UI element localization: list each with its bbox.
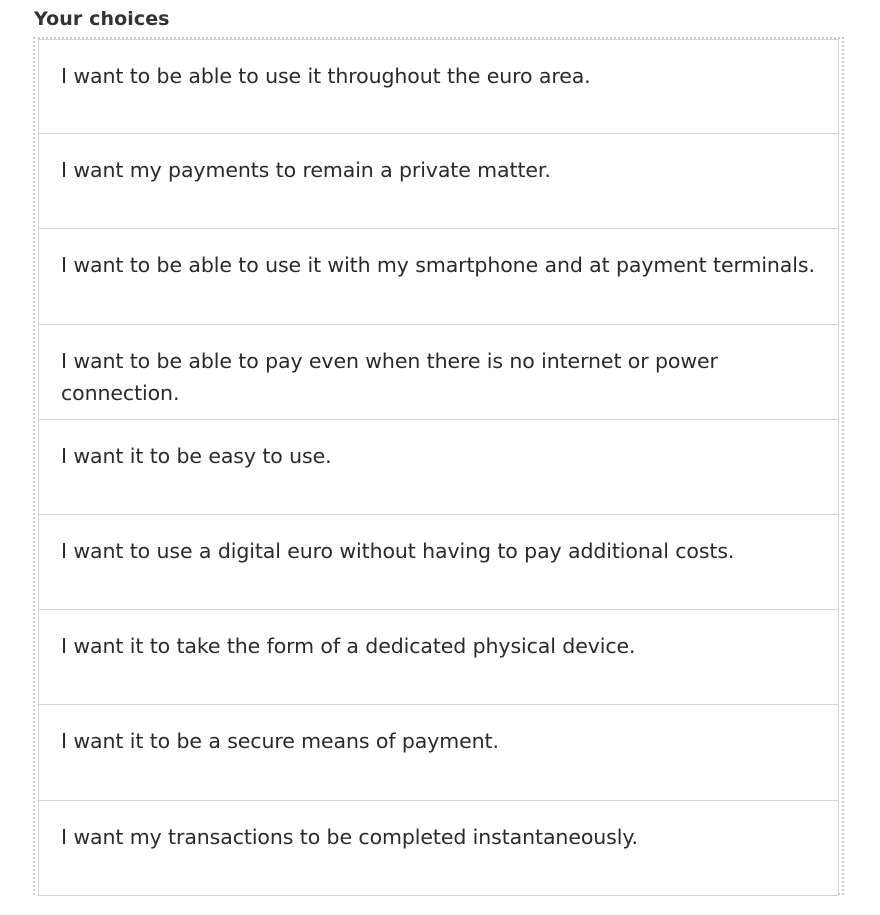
choice-item[interactable]	[38, 801, 839, 896]
choice-text: I want it to be easy to use.	[61, 443, 332, 468]
choice-item[interactable]	[38, 325, 839, 420]
choice-text: I want it to be a secure means of payment.	[61, 729, 499, 754]
choice-item[interactable]	[38, 515, 839, 610]
choice-text: I want to be able to pay even when there is no internet or power connection.	[61, 348, 718, 405]
choice-item[interactable]	[38, 134, 839, 229]
choices-list	[33, 37, 844, 895]
choice-text: I want to be able to use it throughout the euro area.	[61, 64, 591, 88]
choice-text: I want my payments to remain a private matter.	[61, 158, 551, 183]
choice-text: I want it to take the form of a dedicated physical device.	[61, 634, 636, 659]
choice-item[interactable]	[38, 610, 839, 705]
choice-item[interactable]	[38, 39, 839, 134]
choice-item[interactable]	[38, 229, 839, 324]
choice-item[interactable]	[38, 705, 839, 800]
choice-text: I want my transactions to be completed instantaneously.	[61, 824, 638, 849]
choice-text: I want to be able to use it with my smartphone and at payment terminals.	[61, 253, 815, 278]
choice-text: I want to use a digital euro without having to pay additional costs.	[61, 538, 735, 563]
choice-item[interactable]	[38, 420, 839, 515]
section-title: Your choices	[34, 8, 170, 30]
